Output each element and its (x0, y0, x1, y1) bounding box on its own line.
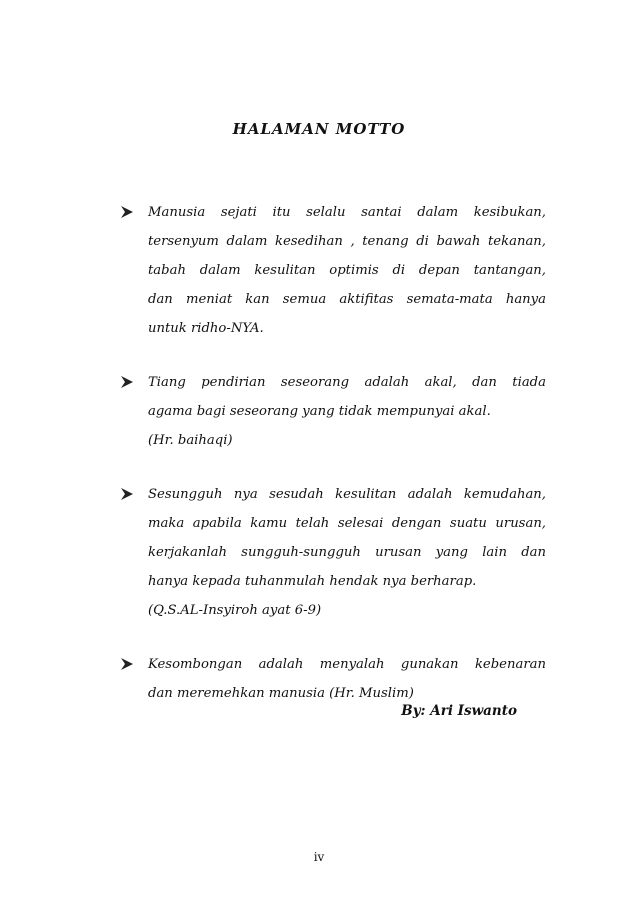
motto-line: tabah dalam kesulitan optimis di depan tantangan, (148, 263, 546, 278)
motto-item (0, 650, 546, 708)
motto-line: tersenyum dalam kesedihan , tenang di bawah tekanan, (148, 234, 546, 249)
author-byline: By: Ari Iswanto (401, 703, 517, 719)
motto-line: agama bagi seseorang yang tidak mempunyai akal. (148, 404, 491, 419)
motto-line: Kesombongan adalah menyalah gunakan kebenaran (148, 657, 546, 672)
motto-line: Manusia sejati itu selalu santai dalam kesibukan, (148, 205, 546, 220)
page-title: HALAMAN MOTTO (232, 120, 406, 138)
motto-line: maka apabila kamu telah selesai dengan suatu urusan, (148, 516, 546, 531)
motto-line: untuk ridho-NYA. (148, 321, 264, 336)
motto-line: Tiang pendirian seseorang adalah akal, dan tiada (148, 375, 546, 390)
arrowhead-bullet-icon (120, 487, 134, 501)
motto-line: (Hr. baihaqi) (148, 433, 233, 448)
motto-line: kerjakanlah sungguh-sungguh urusan yang lain dan (148, 545, 546, 560)
page-number: iv (313, 850, 325, 864)
motto-list (0, 198, 638, 733)
motto-line: dan meremehkan manusia (Hr. Muslim) (148, 686, 414, 701)
arrowhead-bullet-icon (120, 375, 134, 389)
motto-item (0, 198, 546, 343)
motto-item (0, 480, 546, 625)
arrowhead-bullet-icon (120, 205, 134, 219)
motto-line: (Q.S.AL-Insyiroh ayat 6-9) (148, 603, 322, 618)
motto-line: hanya kepada tuhanmulah hendak nya berharap. (148, 574, 477, 589)
motto-line: dan meniat kan semua aktifitas semata-mata hanya (148, 292, 546, 307)
motto-line: Sesungguh nya sesudah kesulitan adalah kemudahan, (148, 487, 546, 502)
arrowhead-bullet-icon (120, 657, 134, 671)
motto-item (0, 368, 546, 455)
